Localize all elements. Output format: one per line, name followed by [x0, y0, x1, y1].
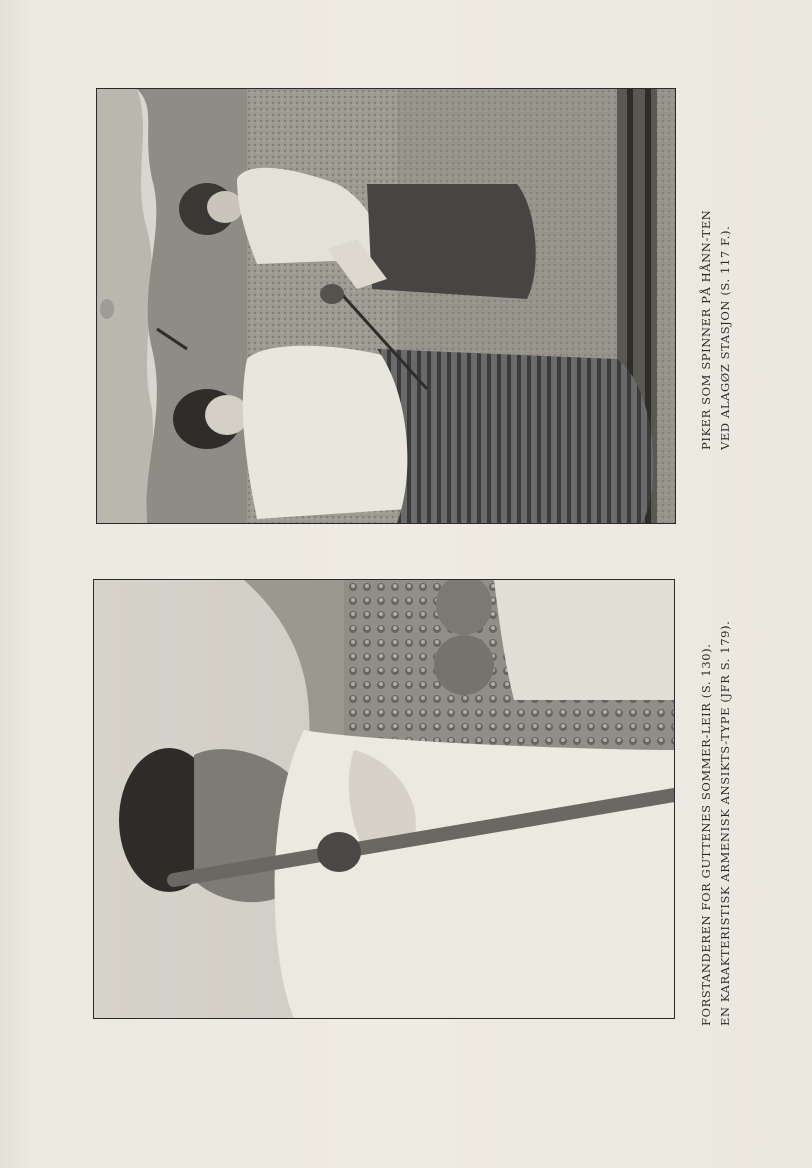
photo-girls-spinning — [96, 88, 676, 524]
caption-top-line-2: VED ALAGØZ STASJON (S. 117 F.). — [718, 225, 732, 450]
caption-bottom-line-1: FORSTANDEREN FOR GUTTENES SOMMER-LEIR (S. 130). — [699, 643, 713, 1026]
caption-top — [697, 210, 735, 450]
photo-camp-leader — [93, 579, 675, 1019]
photo-camp-leader-image — [94, 580, 674, 1018]
caption-bottom — [697, 621, 735, 1026]
caption-bottom-line-2: EN KARAKTERISTISK ARMENISK ANSIKTS-TYPE (JFR S. 179). — [718, 620, 732, 1026]
photo-girls-spinning-image — [97, 89, 675, 523]
caption-top-line-1: PIKER SOM SPINNER PÅ HÅNN-TEN — [699, 209, 713, 450]
